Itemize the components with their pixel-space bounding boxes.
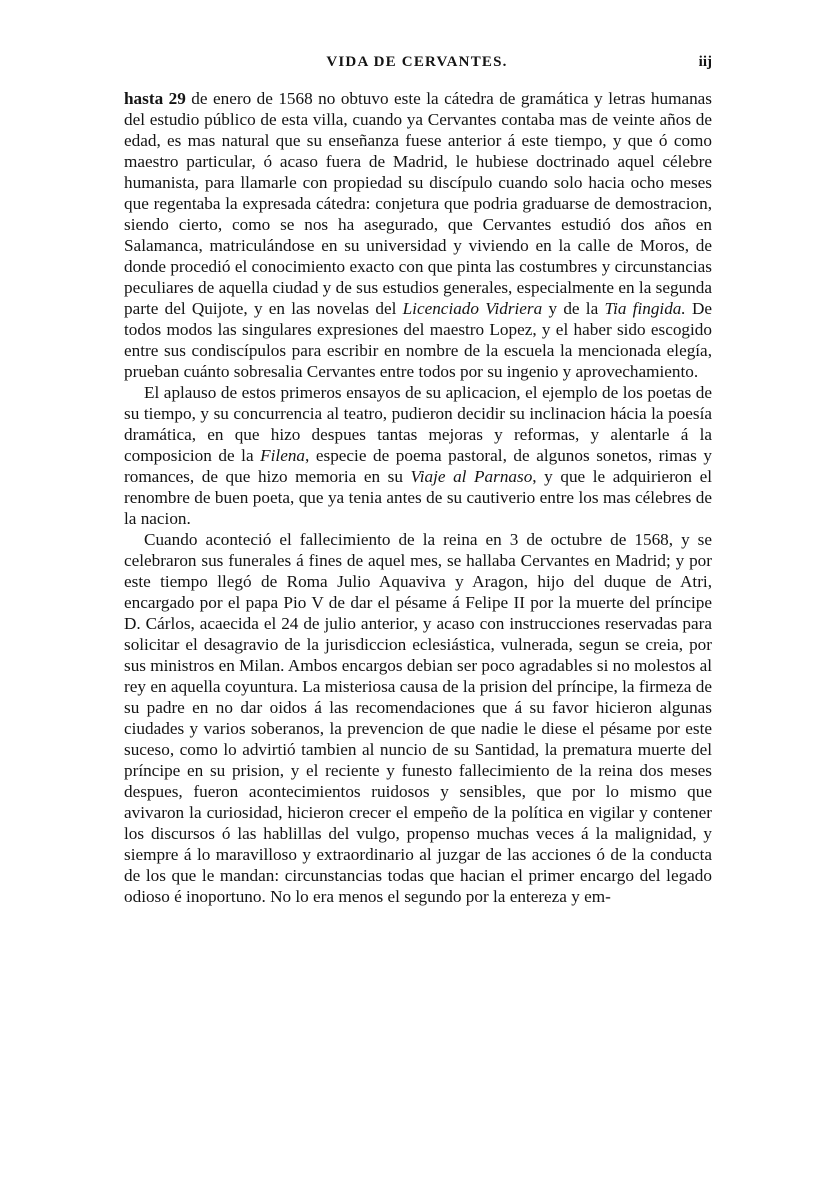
paragraph [124,88,712,382]
page-header [122,54,712,80]
paragraph [124,382,712,529]
italic-title: Filena [260,446,306,465]
text-segment-bold: hasta 29 [124,89,186,108]
text-segment: , y que le adquirieron el renombre de buen poeta, que ya tenia antes de su cautiverio entre los mas célebres de la nacion. [124,467,712,528]
text-segment: El aplauso de estos primeros ensayos de su aplicacion, el ejemplo de los poetas de su tiempo, y su concurrencia al teatro, pudieron decidir su inclinacion hácia la poesía dramática, en que hizo despues tantas mejoras y reformas, y alentarle á la composicion de la [124,383,712,465]
text-segment: de enero de 1568 no obtuvo este la cátedra de gramática y letras humanas del estudio público de esta villa, cuando ya Cervantes contaba mas de veinte años de edad, es mas natural que su enseñanza fuese anterior á este tiempo, y que ó como maestro particular, ó acaso fuera de Madrid, le hubiese doctrinado aquel célebre humanista, para llamarle con propiedad su discípulo cuando solo hacia ocho meses que regentaba la expresada cátedra: conjetura que podria graduarse de demostracion, siendo cierto, como se nos ha asegurado, que Cervantes estudió dos años en Salamanca, matriculándose en su universidad y viviendo en la calle de Moros, de donde procedió el conocimiento exacto con que pinta las costumbres y circunstancias peculiares de aquella ciudad y de sus estudios generales, especialmente en la segunda parte del Quijote, y en las novelas del [124,89,712,318]
italic-title: Tia fingida. [604,299,686,318]
text-segment: Cuando aconteció el fallecimiento de la reina en 3 de octubre de 1568, y se celebraron sus funerales á fines de aquel mes, se hallaba Cervantes en Madrid; y por este tiempo llegó de Roma Julio Aquaviva y Aragon, hijo del duque de Atri, encargado por el papa Pio V de dar el pésame á Felipe II por la muerte del príncipe D. Cárlos, acaecida el 24 de julio anterior, y acaso con instrucciones reservadas para solicitar el desagravio de la jurisdiccion eclesiástica, vulnerada, segun se creia, por sus ministros en Milan. Ambos encargos debian ser poco agradables si no molestos al rey en aquella coyuntura. La misteriosa causa de la prision del príncipe, la firmeza de su padre en no dar oidos á las recomendaciones que á su favor hicieron algunas ciudades y varios soberanos, la prevencion de que nadie le diese el pésame por este suceso, como lo advirtió tambien al nuncio de su Santidad, la prematura muerte del príncipe en su prision, y el reciente y funesto fallecimiento de la reina dos meses despues, fueron acontecimientos ruidosos y sensibles, que por lo mismo que avivaron la curiosidad, hicieron crecer el empeño de la política en vigilar y contener los discursos ó las hablillas del vulgo, propenso muchas veces á la malignidad, y siempre á lo maravilloso y extraordinario al juzgar de las acciones ó de la conducta de los que le mandan: circunstancias todas que hacian el primer encargo del legado odioso é inoportuno. No lo era menos el segundo por la entereza y em- [124,530,712,906]
page-number: iij [698,54,712,70]
running-title: VIDA DE CERVANTES. [326,54,508,70]
body-text [124,88,712,907]
italic-title: Viaje al Parnaso [410,467,533,486]
italic-title: Licenciado Vidriera [402,299,543,318]
text-segment: De todos modos las singulares expresiones del maestro Lopez, y el haber sido escogido entre sus condiscípulos para escribir en nombre de la escuela la mencionada elegía, prueban cuánto sobresalia Cervantes entre todos por su ingenio y aprovechamiento. [124,299,712,381]
paragraph [124,529,712,907]
text-segment: , especie de poema pastoral, de algunos sonetos, rimas y romances, de que hizo memoria en su [124,446,712,486]
text-segment: y de la [542,299,605,318]
